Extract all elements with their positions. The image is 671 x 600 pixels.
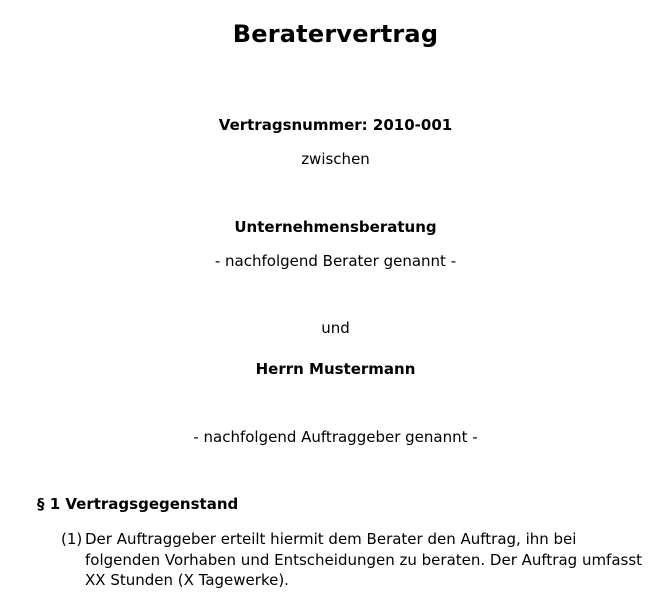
clause-line: XX Stunden (X Tagewerke). — [85, 571, 289, 589]
document-title: Beratervertrag — [232, 20, 439, 48]
party-consultant-name: Unternehmensberatung — [234, 218, 437, 236]
contract-number: Vertragsnummer: 2010-001 — [218, 116, 453, 134]
party-consultant-designation: - nachfolgend Berater genannt - — [214, 252, 457, 270]
and-label: und — [321, 319, 350, 337]
party-client-name: Herrn Mustermann — [255, 360, 416, 378]
clause-line: Der Auftraggeber erteilt hiermit dem Berater den Auftrag, ihn bei — [85, 530, 577, 548]
between-label: zwischen — [301, 150, 370, 168]
clause-text — [85, 529, 661, 591]
clause-number: (1) — [61, 530, 83, 548]
party-client-designation: - nachfolgend Auftraggeber genannt - — [193, 428, 478, 446]
clause-line: folgenden Vorhaben und Entscheidungen zu beraten. Der Auftrag umfasst — [85, 550, 643, 569]
section-heading: § 1 Vertragsgegenstand — [37, 495, 239, 513]
